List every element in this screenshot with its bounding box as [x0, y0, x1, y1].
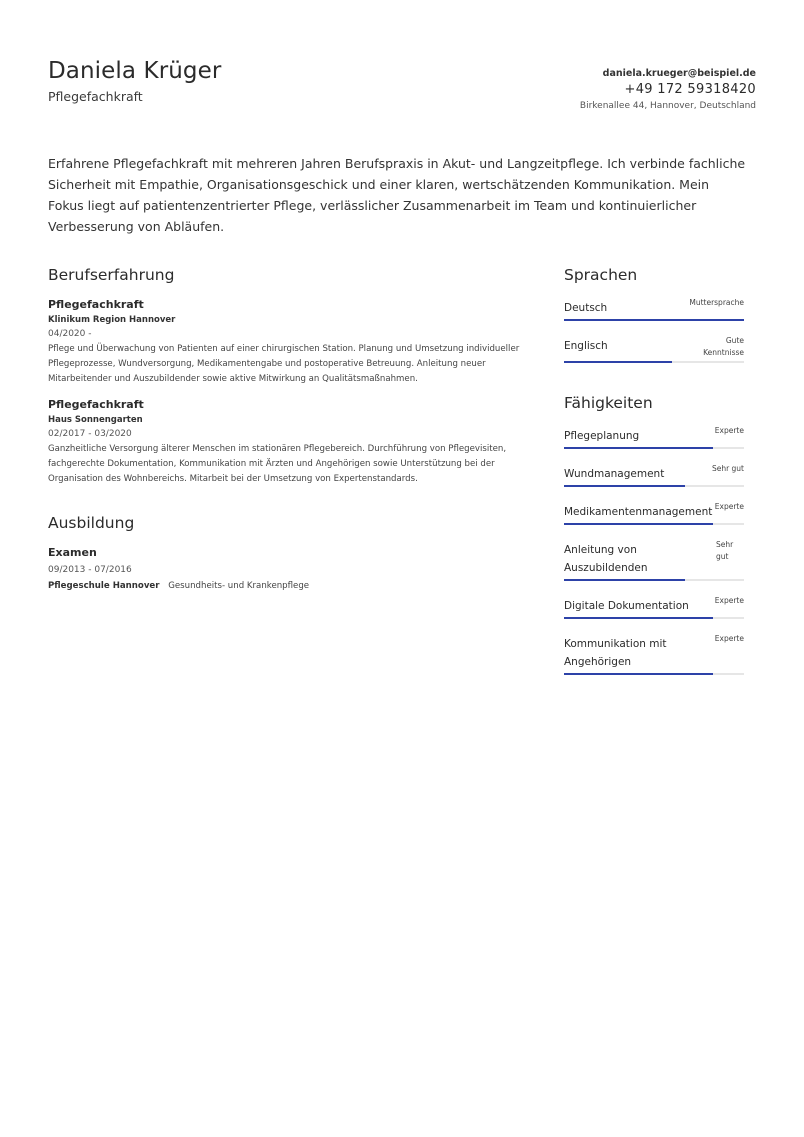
rating-row	[564, 297, 744, 317]
job-date: 02/2017 - 03/2020	[48, 429, 132, 439]
job-entry	[48, 297, 528, 387]
rating-bar	[564, 673, 744, 675]
rating-bar-fill	[564, 447, 713, 449]
languages-heading: Sprachen	[564, 266, 638, 284]
skills-section	[564, 393, 744, 675]
education-title: Examen	[48, 546, 97, 559]
rating-bar-fill	[564, 523, 713, 525]
rating-row	[564, 335, 744, 359]
rating-label: Medikamentenmanagement	[564, 506, 713, 518]
job-description: Ganzheitliche Versorgung älterer Menschen im stationären Pflegebereich. Durchführung von Pflegevisiten, fachgerechte Dokumentation, Kommunikation mit Ärzten und Angehörigen sowie Unterstützung bei der Organisation des Wohnbereichs. Mitarbeit bei der Umsetzung von Expertenstandards.	[48, 444, 507, 484]
rating-row	[564, 425, 744, 445]
education-heading: Ausbildung	[48, 514, 135, 532]
job-description: Pflege und Überwachung von Patienten auf einer chirurgischen Station. Planung und Umsetzung individueller Pflegeprozesse, Wundversorgung, Medikamentengabe und postoperative Betreuung. Anleitung neuer Mitarbeitender und Auszubildender sowie aktive Mitwirkung an Qualitätsmaßnahmen.	[48, 344, 520, 384]
rating-item	[564, 501, 744, 525]
rating-item	[564, 463, 744, 487]
job-title: Pflegefachkraft	[48, 298, 144, 311]
profile-summary: Erfahrene Pflegefachkraft mit mehreren Jahren Berufspraxis in Akut- und Langzeitpflege. Ich verbinde fachliche Sicherheit mit Empathie, Organisationsgeschick und einer klaren, wertschätzenden Kommunikation. Mein Fokus liegt auf patientenzentrierter Pflege, verlässlicher Zusammenarbeit im Team und kontinuierlicher Verbesserung von Abläufen.	[48, 156, 746, 234]
rating-level: Muttersprache	[689, 298, 744, 307]
job-company: Klinikum Region Hannover	[48, 315, 176, 325]
skills-heading: Fähigkeiten	[564, 394, 653, 412]
rating-item	[564, 297, 744, 321]
education-details	[48, 579, 528, 593]
rating-level: Gute Kenntnisse	[703, 336, 744, 357]
rating-item	[564, 539, 744, 581]
rating-label: Deutsch	[564, 302, 608, 314]
rating-row	[564, 595, 744, 615]
rating-level: Experte	[714, 426, 744, 435]
rating-label: Anleitung von Auszubildenden	[564, 544, 648, 574]
job-entry	[48, 397, 528, 487]
right-column	[564, 265, 744, 689]
rating-row	[564, 463, 744, 483]
experience-heading: Berufserfahrung	[48, 266, 175, 284]
rating-bar-fill	[564, 673, 713, 675]
job-title: Pflegefachkraft	[48, 398, 144, 411]
rating-bar	[564, 447, 744, 449]
rating-bar	[564, 485, 744, 487]
rating-item	[564, 425, 744, 449]
rating-row	[564, 633, 744, 671]
rating-level: Experte	[714, 502, 744, 511]
left-column	[48, 265, 528, 689]
rating-row	[564, 539, 744, 577]
experience-section	[48, 265, 528, 487]
rating-row	[564, 501, 744, 521]
resume-columns	[48, 265, 756, 689]
rating-bar-fill	[564, 617, 713, 619]
rating-label: Englisch	[564, 340, 608, 352]
rating-label: Pflegeplanung	[564, 430, 640, 442]
education-section	[48, 513, 528, 593]
rating-bar	[564, 361, 744, 363]
rating-bar	[564, 579, 744, 581]
rating-item	[564, 595, 744, 619]
rating-level: Sehr gut	[716, 540, 734, 561]
education-entry	[48, 545, 528, 593]
rating-bar-fill	[564, 579, 685, 581]
identity-block	[48, 56, 221, 104]
rating-label: Digitale Dokumentation	[564, 600, 689, 612]
rating-label: Kommunikation mit Angehörigen	[564, 638, 667, 668]
contact-block	[580, 56, 756, 113]
job-date: 04/2020 -	[48, 329, 92, 339]
education-school: Pflegeschule Hannover	[48, 581, 160, 591]
contact-phone[interactable]: +49 172 59318420	[624, 82, 756, 97]
rating-label: Wundmanagement	[564, 468, 665, 480]
rating-bar-fill	[564, 319, 744, 321]
rating-bar-fill	[564, 485, 685, 487]
skills-list	[564, 425, 744, 675]
languages-list	[564, 297, 744, 363]
education-field: Gesundheits- und Krankenpflege	[168, 581, 310, 591]
contact-email[interactable]: daniela.krueger@beispiel.de	[602, 68, 756, 79]
rating-item	[564, 633, 744, 675]
contact-address: Birkenallee 44, Hannover, Deutschland	[579, 101, 756, 111]
rating-bar-fill	[564, 361, 672, 363]
rating-bar	[564, 523, 744, 525]
education-date: 09/2013 - 07/2016	[48, 565, 132, 575]
resume-page	[48, 56, 756, 689]
languages-section	[564, 265, 744, 363]
rating-level: Experte	[714, 634, 744, 643]
person-role: Pflegefachkraft	[48, 89, 143, 104]
rating-level: Sehr gut	[711, 464, 744, 473]
person-name: Daniela Krüger	[48, 58, 222, 84]
rating-bar	[564, 319, 744, 321]
rating-item	[564, 335, 744, 363]
job-company: Haus Sonnengarten	[48, 415, 143, 425]
rating-bar	[564, 617, 744, 619]
rating-level: Experte	[714, 596, 744, 605]
resume-header	[48, 56, 756, 113]
